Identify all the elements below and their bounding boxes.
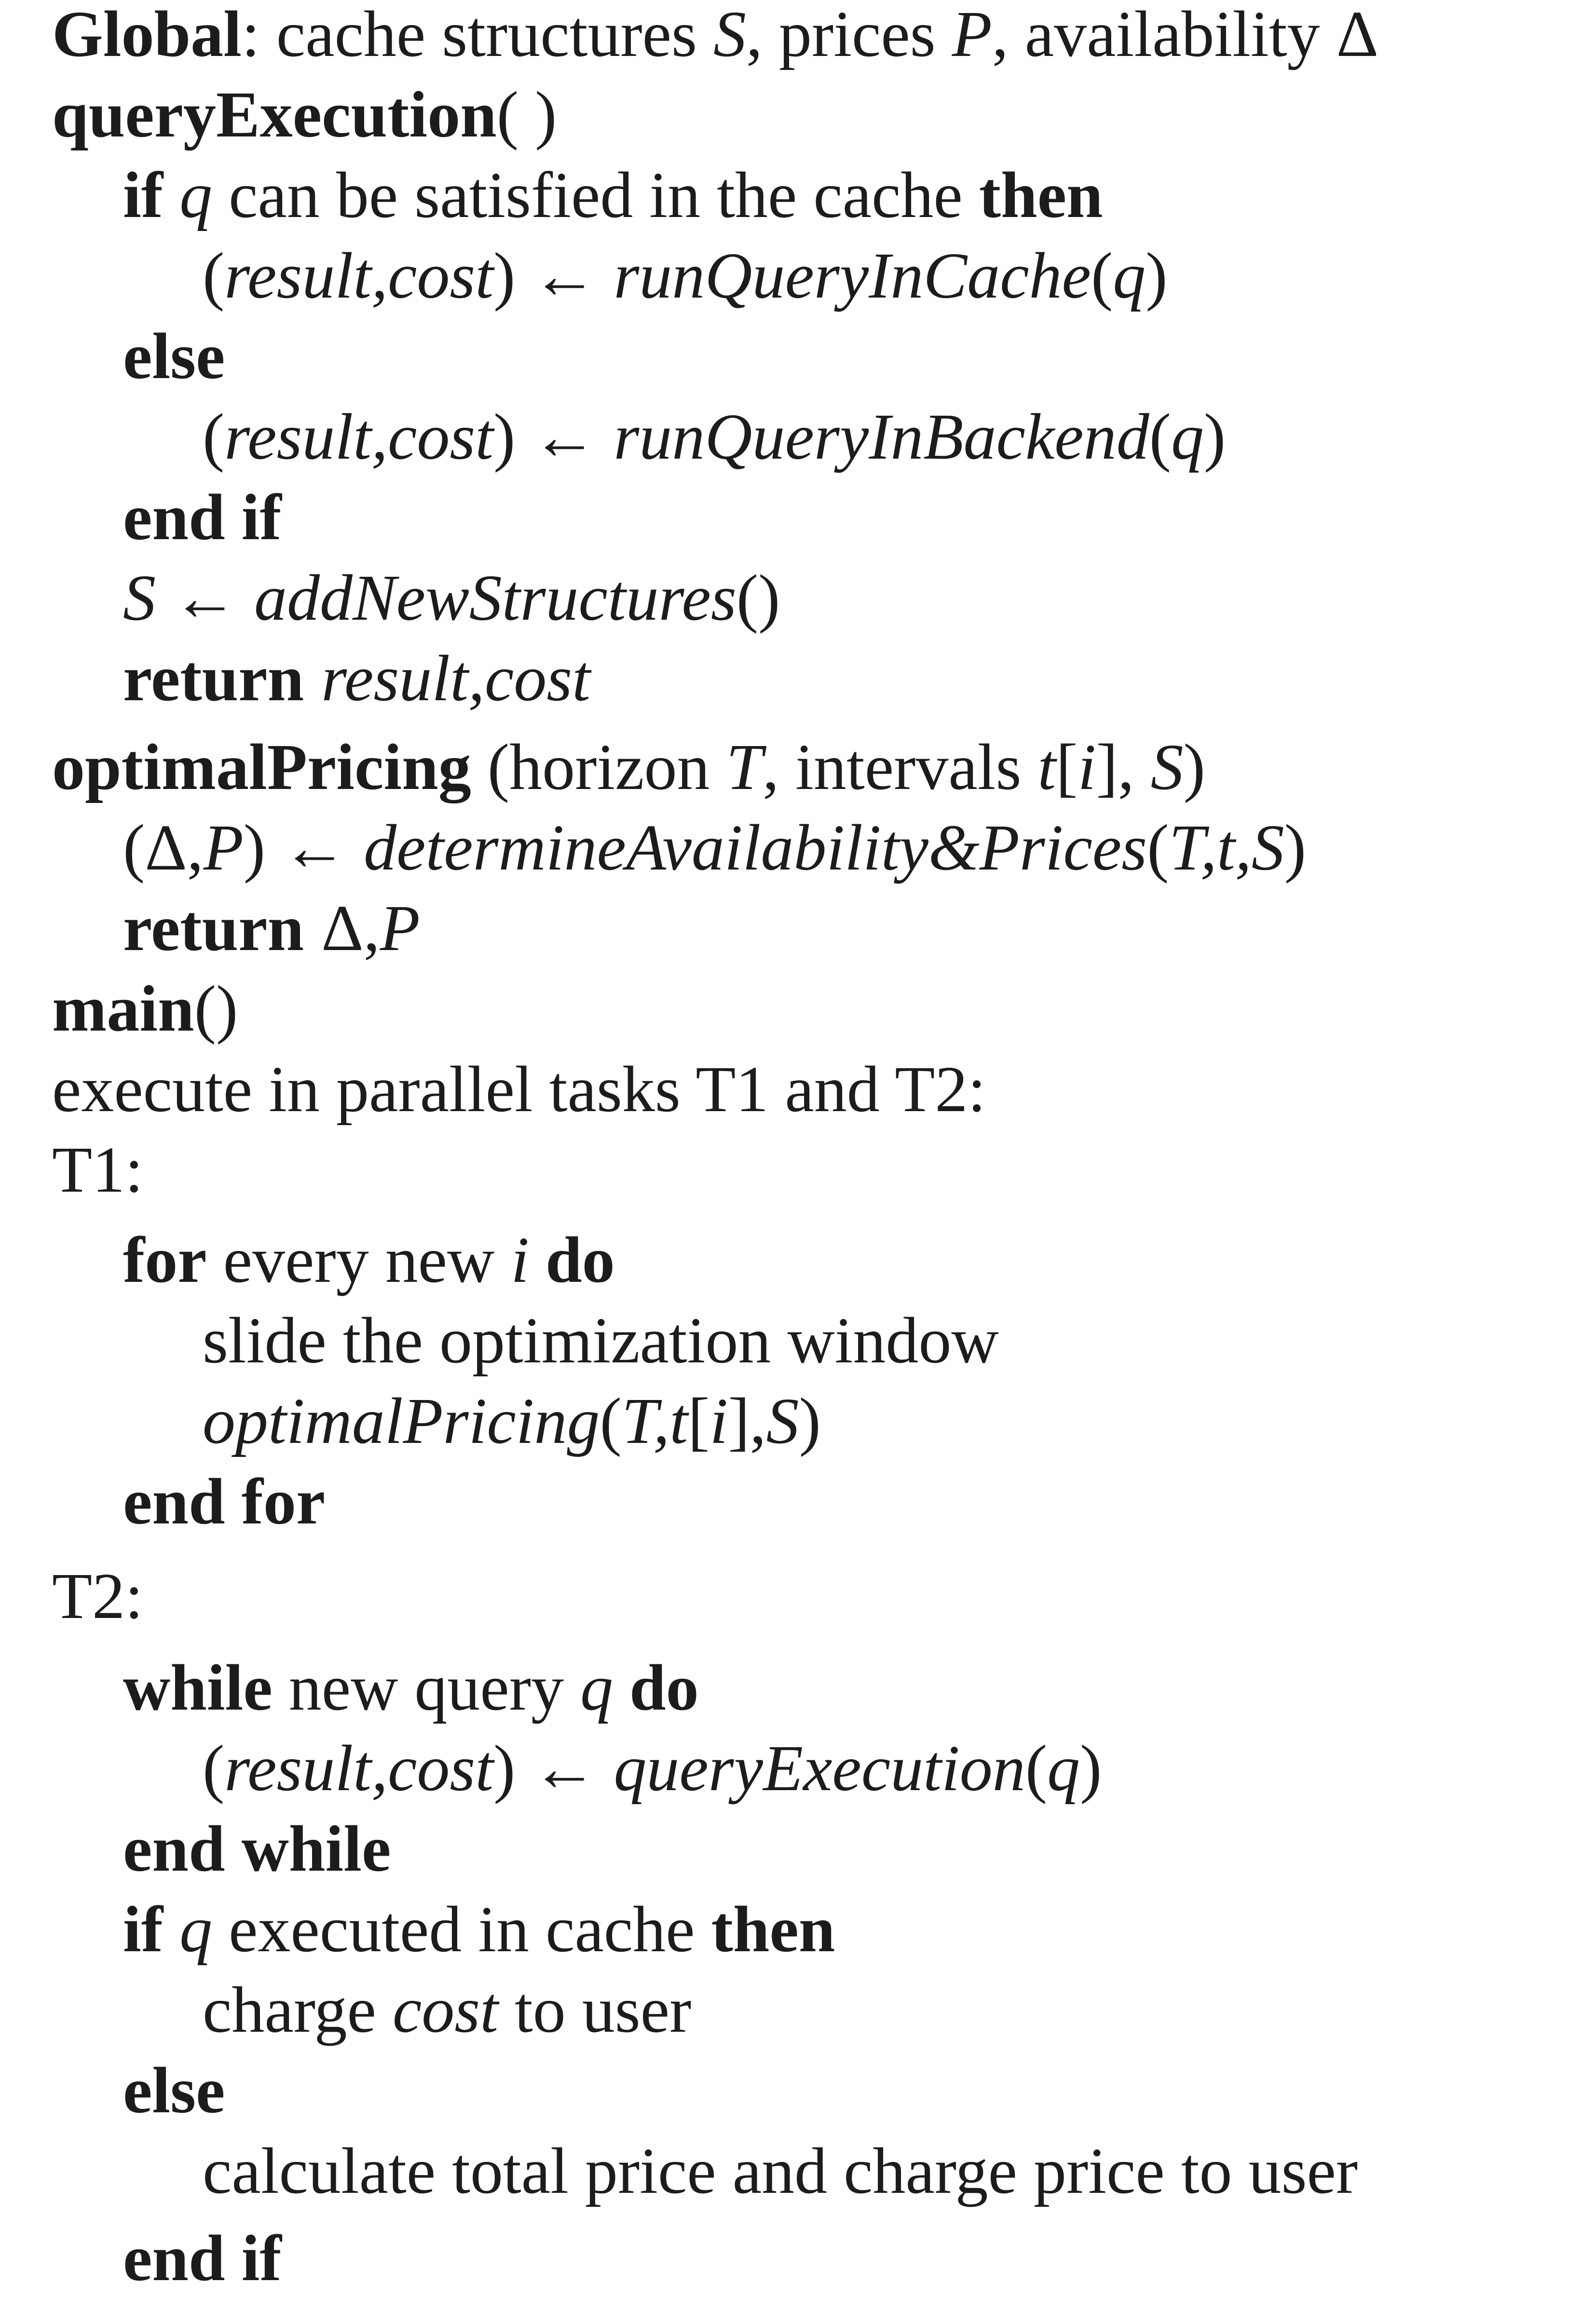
- if-keyword: if: [123, 1893, 164, 1966]
- return-result-line: [123, 639, 590, 719]
- query-execution-params: ( ): [496, 79, 557, 151]
- paren-open: (: [1091, 240, 1113, 312]
- else-keyword: else: [123, 320, 225, 393]
- main-name: main: [52, 973, 194, 1045]
- end-for-keyword: end for: [123, 1466, 326, 1538]
- while-keyword: while: [123, 1652, 273, 1724]
- var-i: i: [511, 1224, 530, 1296]
- var-cost: cost: [392, 1974, 498, 2046]
- optimal-pricing-call-line: [203, 1381, 821, 1462]
- assign-arrow: ←: [156, 562, 254, 634]
- calculate-price-line: [203, 2131, 1358, 2212]
- paren-open: (: [203, 1732, 225, 1805]
- global-sep-1: , prices: [746, 0, 952, 70]
- do-keyword: do: [546, 1224, 615, 1296]
- var-q: q: [179, 1893, 213, 1966]
- var-i: i: [709, 1385, 728, 1457]
- return-value: result,cost: [321, 642, 591, 715]
- delta-open: (Δ,: [123, 812, 204, 884]
- global-var-delta: Δ: [1336, 0, 1379, 70]
- end-while-line: [123, 1809, 391, 1889]
- slide-text: slide the optimization window: [203, 1305, 999, 1377]
- add-new-structures-fn: addNewStructures: [254, 562, 737, 634]
- parallel-line: [52, 1049, 986, 1130]
- run-in-cache-line: [203, 236, 1168, 316]
- return-delta: Δ,: [321, 892, 380, 965]
- global-var-p: P: [952, 0, 992, 70]
- var-i: i: [1078, 731, 1096, 803]
- query-execution-call-line: [203, 1728, 1102, 1809]
- parallel-text: execute in parallel tasks T1 and T2:: [52, 1053, 986, 1126]
- t1-label-text: T1:: [52, 1134, 143, 1206]
- var-p: P: [203, 812, 244, 884]
- var-t-upper: T: [726, 731, 763, 803]
- var-q: q: [1047, 1732, 1080, 1805]
- paren-close: ): [799, 1385, 821, 1457]
- var-s: S: [1150, 731, 1184, 803]
- else-keyword: else: [123, 2054, 225, 2127]
- global-declaration: [52, 0, 1378, 75]
- result-cost: result,cost: [224, 1732, 494, 1805]
- return-keyword: return: [123, 892, 304, 965]
- add-structures-line: [123, 558, 780, 639]
- bracket-open: [: [1056, 731, 1078, 803]
- t1-label: [52, 1130, 143, 1210]
- t2-label-text: T2:: [52, 1560, 143, 1632]
- optimal-pricing-call: optimalPricing: [203, 1385, 600, 1457]
- if-keyword: if: [123, 159, 164, 231]
- do-keyword: do: [629, 1652, 699, 1724]
- query-execution-name: queryExecution: [52, 79, 497, 151]
- var-s: S: [766, 1385, 799, 1457]
- parens: (): [736, 562, 780, 634]
- paren-open: (: [600, 1385, 622, 1457]
- bracket-close: ],: [1096, 731, 1151, 803]
- paren-close: ): [1203, 401, 1226, 473]
- end-if-keyword: end if: [123, 481, 282, 554]
- run-query-in-backend-fn: runQueryInBackend: [614, 401, 1149, 473]
- result-cost: result,cost: [224, 401, 494, 473]
- var-s: S: [123, 562, 156, 634]
- return-p: P: [380, 892, 420, 965]
- while-line: [123, 1648, 699, 1728]
- bracket-open: [: [688, 1385, 710, 1457]
- if-condition: can be satisfied in the cache: [212, 159, 979, 231]
- paren-close: ): [1284, 812, 1307, 884]
- paren-open: (: [203, 240, 225, 312]
- global-var-s: S: [713, 0, 746, 70]
- var-t: t: [1037, 731, 1056, 803]
- var-q: q: [1113, 240, 1146, 312]
- optimal-pricing-header: [52, 727, 1205, 808]
- paren-close: ): [1183, 731, 1205, 803]
- paren-open: (: [1147, 812, 1169, 884]
- if-executed-line: [123, 1889, 835, 1970]
- paren-open: (: [203, 401, 225, 473]
- paren-close: ): [1146, 240, 1168, 312]
- var-q: q: [179, 159, 213, 231]
- assign-arrow: ) ←: [243, 812, 364, 884]
- charge-post: to user: [498, 1974, 692, 2046]
- end-if-keyword: end if: [123, 2222, 282, 2295]
- end-for-line: [123, 1462, 325, 1542]
- bracket-close: ],: [728, 1385, 766, 1457]
- for-text: every new: [206, 1224, 511, 1296]
- while-text: new query: [272, 1652, 581, 1724]
- determine-availability-prices-fn: determineAvailability&Prices: [364, 812, 1147, 884]
- charge-cost-line: [203, 1970, 691, 2051]
- result-cost: result,cost: [224, 240, 494, 312]
- main-parens: (): [194, 973, 238, 1045]
- global-sep-2: , availability: [992, 0, 1337, 70]
- paren-open: (: [1149, 401, 1171, 473]
- then-keyword: then: [979, 159, 1103, 231]
- assign-arrow: ) ←: [493, 401, 614, 473]
- return-pricing-line: [123, 888, 420, 969]
- t2-label: [52, 1556, 143, 1637]
- global-keyword: Global: [52, 0, 242, 70]
- if-condition: executed in cache: [212, 1893, 711, 1966]
- call-args: T,t: [621, 1385, 688, 1457]
- return-keyword: return: [123, 642, 304, 715]
- end-if-line: [123, 477, 282, 558]
- var-q: q: [1171, 401, 1204, 473]
- params-text: , intervals: [763, 731, 1038, 803]
- assign-arrow: ) ←: [493, 240, 614, 312]
- run-in-backend-line: [203, 397, 1226, 477]
- query-execution-call: queryExecution: [614, 1732, 1025, 1805]
- for-keyword: for: [123, 1224, 207, 1296]
- args: T,t,S: [1169, 812, 1284, 884]
- determine-prices-line: [123, 808, 1306, 888]
- optimal-pricing-name: optimalPricing: [52, 731, 471, 803]
- var-q: q: [580, 1652, 614, 1724]
- paren-close: ): [1080, 1732, 1102, 1805]
- assign-arrow: ) ←: [493, 1732, 614, 1805]
- for-line: [123, 1220, 615, 1301]
- then-keyword: then: [711, 1893, 835, 1966]
- slide-window-line: [203, 1301, 999, 1381]
- paren-open: (: [1025, 1732, 1048, 1805]
- global-text: : cache structures: [242, 0, 713, 70]
- end-while-keyword: end while: [123, 1813, 391, 1885]
- calculate-text: calculate total price and charge price to user: [203, 2135, 1358, 2207]
- if-cache-line: [123, 155, 1103, 236]
- charge-pre: charge: [203, 1974, 393, 2046]
- else-line: [123, 316, 225, 397]
- main-header: [52, 969, 238, 1049]
- else-line: [123, 2051, 225, 2131]
- query-execution-header: [52, 75, 557, 155]
- end-if-line: [123, 2218, 282, 2299]
- params-text: (horizon: [471, 731, 726, 803]
- run-query-in-cache-fn: runQueryInCache: [614, 240, 1091, 312]
